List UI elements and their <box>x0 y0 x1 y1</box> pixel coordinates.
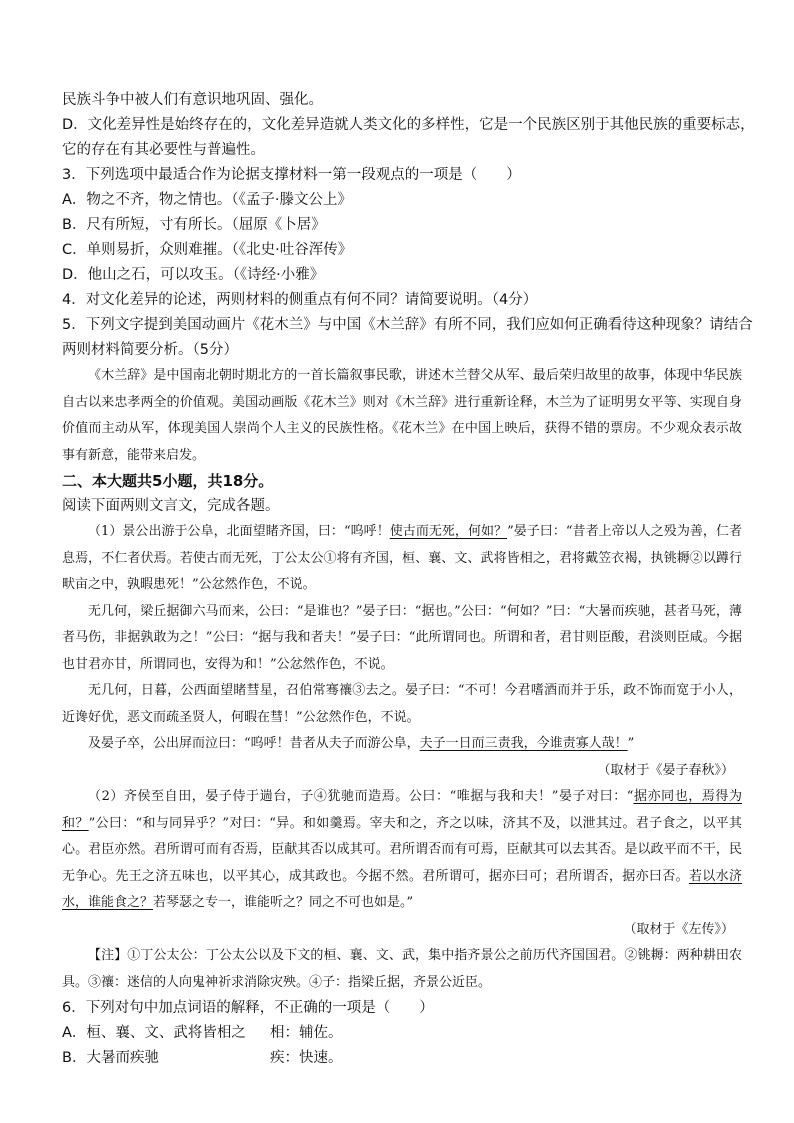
text-2-source: （取材于《左传》） <box>623 921 734 937</box>
document-page <box>62 88 755 1071</box>
text-2-paragraph: （2）齐侯至自田，晏子侍于遄台，子④犹驰而造焉。公曰：“唯据与我和夫！”晏子对曰：“据亦同也，焉得为和？”公曰：“和与同异乎？”对曰：“异。和如羹焉。宰夫和之，齐之以味，济其不及，以泄其过。君子食之，以平其心。君臣亦然。君所谓可而有否焉，臣献其否以成其可。君所谓否而有可焉，臣献其可以去其否。是以政平而不干，民无争心。先王之济五味也，以平其心，成其政也。今据不然。君所谓可，据亦曰可；君所谓否，据亦曰否。若以水济水，谁能食之？若琴瑟之专一，谁能听之？同之不可也如是。” <box>62 789 742 910</box>
option-d-line2: 它的存在有其必要性与普遍性。 <box>62 142 265 158</box>
underlined-sentence: 夫子一日而三责我，今谁责寡人哉！ <box>419 736 628 751</box>
question-3-stem: 3．下列选项中最适合作为论据支撑材料一第一段观点的一项是（ ） <box>62 167 521 183</box>
question-6-option-b: B．大暑而疾驰 疾：快速。 <box>62 1050 343 1066</box>
question-4: 4．对文化差异的论述，两则材料的侧重点有何不同？请简要说明。（4分） <box>62 292 538 308</box>
text-1-paragraph-3: 无几何，日暮，公西面望睹彗星，召伯常骞禳③去之。晏子曰：“不可！今君嗜酒而并于乐，政不饰而宽于小人，近谗好优，恶文而疏圣贤人，何暇在彗！”公忿然作色，不说。 <box>62 683 742 725</box>
question-6-stem: 6．下列对句中加点词语的解释，不正确的一项是（ ） <box>62 1000 434 1016</box>
underlined-sentence: 若以水济水，谁能食之？ <box>62 868 742 910</box>
question-3-option-b: B．尺有所短，寸有所长。（屈原《卜居》 <box>62 217 326 233</box>
mulan-passage: 《木兰辞》是中国南北朝时期北方的一首长篇叙事民歌，讲述木兰替父从军、最后荣归故里的故事，体现中华民族自古以来忠孝两全的价值观。美国动画版《花木兰》则对《木兰辞》进行重新诠释，木兰为了证明男女平等、实现自身价值而主动从军，体现美国人崇尚个人主义的民族性格。《花木兰》在中国上映后，获得不错的票房。不少观众表示故事有新意，能带来启发。 <box>62 368 742 463</box>
question-3-option-d: D．他山之石，可以攻玉。（《诗经·小雅》 <box>62 267 325 283</box>
question-3-option-c: C．单则易折，众则难摧。（《北史·吐谷浑传》 <box>62 242 353 258</box>
underlined-sentence: 据亦同也，焉得为和？ <box>62 789 742 831</box>
underlined-sentence: 使古而无死，何如？ <box>389 524 508 539</box>
question-5-line2: 两则材料简要分析。（5分） <box>62 342 238 358</box>
option-d-line1: D．文化差异性是始终存在的，文化差异造就人类文化的多样性，它是一个民族区别于其他民族的重要标志， <box>62 117 755 133</box>
text-1-paragraph-4: 及晏子卒，公出屏而泣曰：“呜呼！昔者从夫子而游公阜，夫子一日而三责我，今谁责寡人哉！” <box>88 736 635 751</box>
question-5-line1: 5．下列文字提到美国动画片《花木兰》与中国《木兰辞》有所不同，我们应如何正确看待这种现象？请结合 <box>62 317 753 333</box>
question-3-option-a: A．物之不齐，物之情也。（《孟子·滕文公上》 <box>62 192 353 208</box>
section-2-title: 二、本大题共5小题，共18分。 <box>62 472 274 490</box>
text-1-paragraph-2: 无几何，梁丘据御六马而来，公曰：“是谁也？”晏子曰：“据也。”公曰：“何如？”曰：“大暑而疾驰，甚者马死，薄者马伤，非据孰敢为之！”公曰：“据与我和者夫！”晏子曰：“此所谓同也。所谓和者，君甘则臣酸，君淡则臣咸。今据也甘君亦甘，所谓同也，安得为和！”公忿然作色，不说。 <box>62 603 742 672</box>
annotations: 【注】①丁公太公：丁公太公以及下文的桓、襄、文、武，集中指齐景公之前历代齐国国君。②铫耨：两种耕田农具。③禳：迷信的人向鬼神祈求消除灾殃。④子：指梁丘据，齐景公近臣。 <box>62 948 742 990</box>
question-6-option-a: A．桓、襄、文、武将皆相之 相：辅佐。 <box>62 1025 343 1041</box>
section-2-instructions: 阅读下面两则文言文，完成各题。 <box>62 498 280 514</box>
text-line: 民族斗争中被人们有意识地巩固、强化。 <box>62 92 323 108</box>
text-1-source: （取材于《晏子春秋》） <box>597 762 734 778</box>
text-1-paragraph-1: （1）景公出游于公阜，北面望睹齐国，曰：“呜呼！使古而无死，何如？”晏子曰：“昔者上帝以人之殁为善，仁者息焉，不仁者伏焉。若使古而无死，丁公太公①将有齐国，桓、襄、文、武将皆相之，君将戴笠衣褐，执铫耨②以蹲行畎亩之中，孰暇患死！”公忿然作色，不说。 <box>62 524 742 592</box>
